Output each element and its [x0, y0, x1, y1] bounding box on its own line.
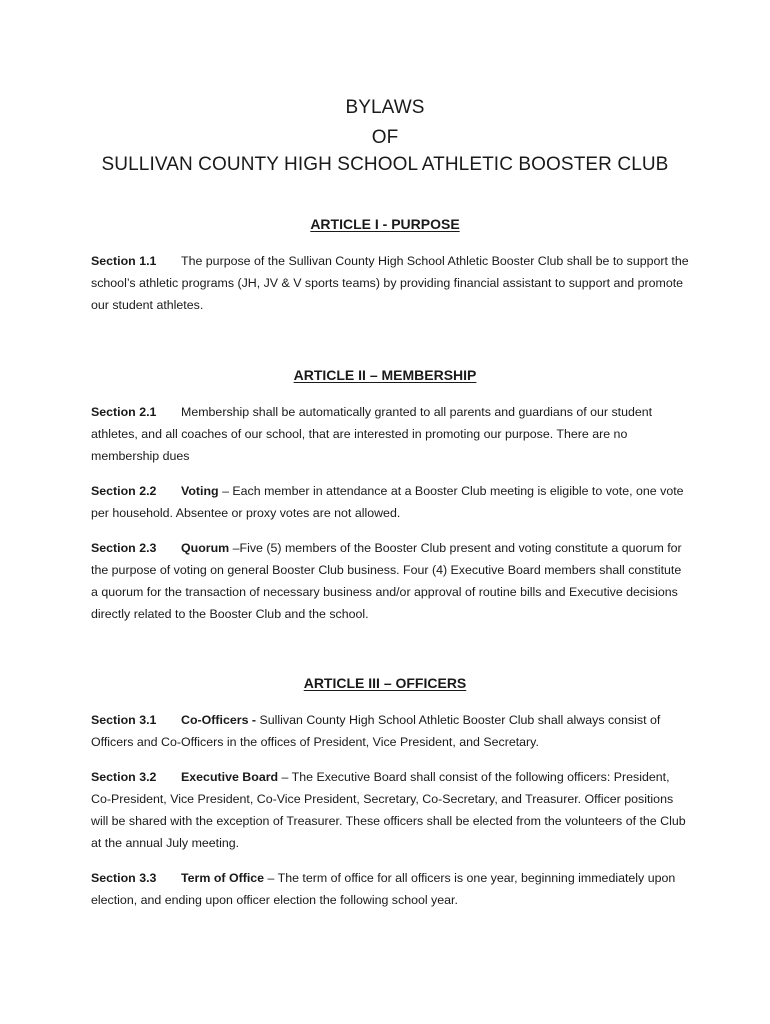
article-3-heading: ARTICLE III – OFFICERS [303, 675, 467, 691]
section-term: Quorum [181, 541, 230, 555]
section-term: Executive Board [181, 770, 279, 784]
section-3-1 [91, 709, 691, 753]
section-number: Section 2.1 [91, 405, 157, 419]
section-text: – The term of office for all officers is one year, beginning immediately upon election, and ending upon officer election the following school year. [91, 871, 676, 907]
section-number: Section 1.1 [91, 254, 157, 268]
section-2-3 [91, 537, 691, 625]
article-1-heading: ARTICLE I - PURPOSE [310, 216, 460, 232]
section-1-1 [91, 250, 691, 316]
section-text: Membership shall be automatically granted to all parents and guardians of our student athletes, and all coaches of our school, that are interested in promoting our purpose. There are no membership dues [91, 405, 653, 463]
section-text: –Five (5) members of the Booster Club present and voting constitute a quorum for the purpose of voting on general Booster Club business. Four (4) Executive Board members shall constitute a quorum for the transaction of necessary business and/or approval of routine bills and Executive decisions directly related to the Booster Club and the school. [91, 541, 682, 621]
section-term: Term of Office [181, 871, 265, 885]
section-3-2 [91, 766, 691, 854]
section-2-1 [91, 401, 691, 467]
section-number: Section 2.2 [91, 484, 157, 498]
section-term: Voting [181, 484, 219, 498]
title-bylaws: BYLAWS [345, 97, 425, 118]
section-number: Section 3.1 [91, 713, 157, 727]
section-number: Section 3.2 [91, 770, 157, 784]
section-text: Sullivan County High School Athletic Booster Club shall always consist of Officers and Co-Officers in the offices of President, Vice President, and Secretary. [91, 713, 661, 749]
section-text: – The Executive Board shall consist of the following officers: President, Co-President, Vice President, Co-Vice President, Secretary, Co-Secretary, and Treasurer. Officer positions will be shared with the exception of Treasurer. These officers shall be elected from the volunteers of the Club at the annual July meeting. [91, 770, 686, 850]
article-2-heading: ARTICLE II – MEMBERSHIP [293, 367, 477, 383]
section-3-3 [91, 867, 691, 911]
section-number: Section 3.3 [91, 871, 157, 885]
section-term: Co-Officers - [181, 713, 257, 727]
section-text: – Each member in attendance at a Booster Club meeting is eligible to vote, one vote per household. Absentee or proxy votes are not allowed. [91, 484, 684, 520]
section-2-2 [91, 480, 691, 524]
title-of: OF [371, 127, 399, 148]
title-club-name: SULLIVAN COUNTY HIGH SCHOOL ATHLETIC BOOSTER CLUB [101, 154, 669, 175]
section-text: The purpose of the Sullivan County High School Athletic Booster Club shall be to support the school’s athletic programs (JH, JV & V sports teams) by providing financial assistant to support and promote our student athletes. [91, 254, 689, 312]
section-number: Section 2.3 [91, 541, 157, 555]
